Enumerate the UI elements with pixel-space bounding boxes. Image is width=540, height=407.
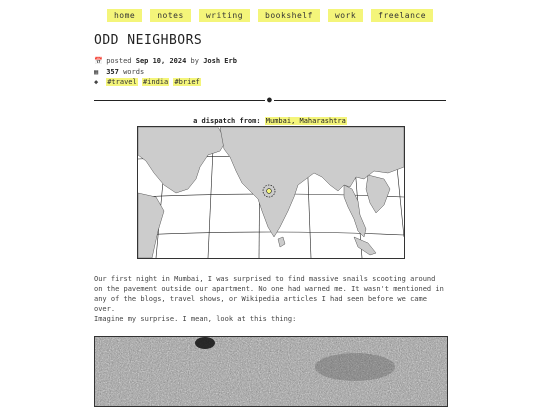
nav-writing[interactable]: writing xyxy=(199,9,250,22)
words-label: words xyxy=(123,68,145,76)
tag-icon: ◆ xyxy=(94,78,99,86)
post-word-count-line xyxy=(94,68,144,76)
nav-bookshelf[interactable]: bookshelf xyxy=(258,9,320,22)
divider-ornament: ● xyxy=(267,95,272,104)
snail-photo xyxy=(94,336,448,407)
post-author: Josh Erb xyxy=(203,57,237,65)
nav-freelance[interactable]: freelance xyxy=(371,9,433,22)
dispatch-line xyxy=(0,117,540,125)
body-paragraph-1: Our first night in Mumbai, I was surprised to find massive snails scooting around on the pavement outside our apartment. No one had warned me. It wasn't mentioned in any of the blogs, travel shows, or Wikipedia articles I had seen before we came over. xyxy=(94,275,444,313)
post-date-line xyxy=(94,57,237,65)
word-count-icon: ▦ xyxy=(94,68,99,76)
tag-travel[interactable]: #travel xyxy=(107,78,137,86)
location-map xyxy=(137,126,405,259)
dispatch-location: Mumbai, Maharashtra xyxy=(265,117,346,125)
map-graphic xyxy=(138,127,404,258)
by-label: by xyxy=(190,57,199,65)
tag-brief[interactable]: #brief xyxy=(174,78,200,86)
snail-photo-graphic xyxy=(95,337,447,406)
dispatch-label: a dispatch from: xyxy=(193,117,261,125)
nav-work[interactable]: work xyxy=(328,9,363,22)
nav-notes[interactable]: notes xyxy=(150,9,191,22)
post-title: ODD NEIGHBORS xyxy=(94,33,203,48)
word-count: 357 xyxy=(106,68,119,76)
posted-label: posted xyxy=(106,57,132,65)
calendar-icon: 📅 xyxy=(94,57,103,65)
post-tags-line xyxy=(94,78,201,86)
body-paragraph-2: Imagine my surprise. I mean, look at this thing: xyxy=(94,315,297,323)
nav-home[interactable]: home xyxy=(107,9,142,22)
post-date: Sep 10, 2024 xyxy=(135,57,187,65)
top-nav xyxy=(0,9,540,22)
tag-india[interactable]: #india xyxy=(142,78,169,86)
